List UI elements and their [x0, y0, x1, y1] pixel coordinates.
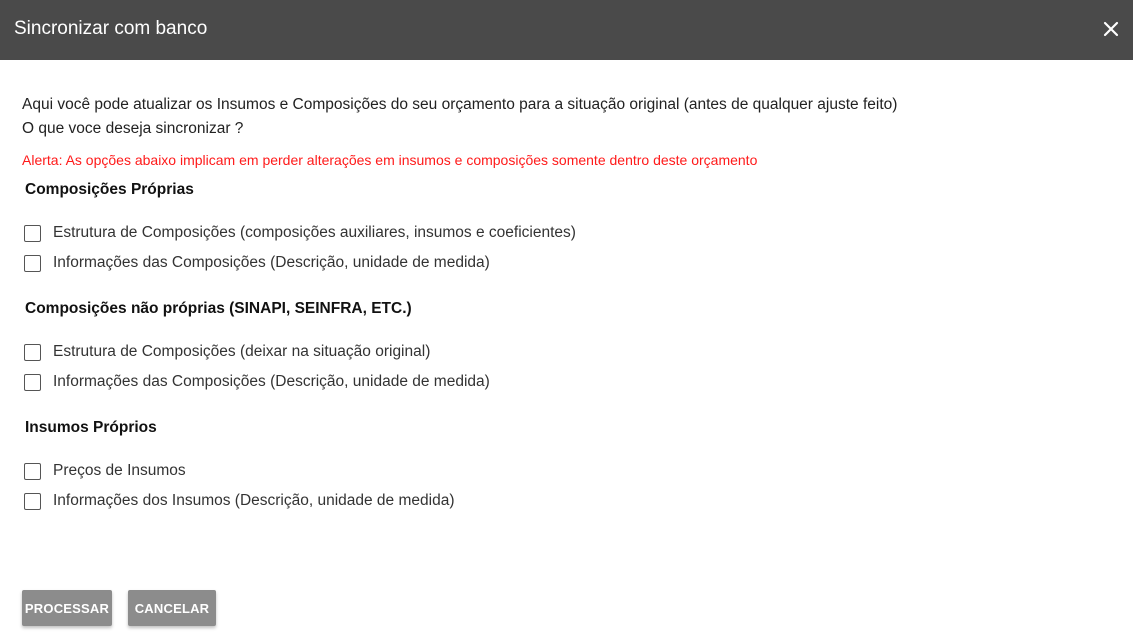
option-label: Informações dos Insumos (Descrição, unidade de medida) [53, 492, 455, 509]
option-label: Estrutura de Composições (deixar na situação original) [53, 343, 431, 360]
checkbox[interactable] [24, 225, 41, 242]
checkbox[interactable] [24, 374, 41, 391]
section-title-composicoes-nao-proprias: Composições não próprias (SINAPI, SEINFRA, ETC.) [25, 300, 412, 317]
option-estrutura-composicoes-proprias[interactable] [24, 222, 576, 244]
intro-text [22, 93, 897, 141]
option-label: Estrutura de Composições (composições auxiliares, insumos e coeficientes) [53, 224, 576, 241]
intro-line-1: Aqui você pode atualizar os Insumos e Composições do seu orçamento para a situação original (antes de qualquer ajuste feito) [22, 96, 898, 113]
process-button[interactable]: PROCESSAR [22, 590, 112, 626]
close-icon[interactable] [1103, 21, 1119, 37]
dialog-titlebar [0, 0, 1133, 60]
option-label: Informações das Composições (Descrição, unidade de medida) [53, 254, 490, 271]
option-informacoes-insumos[interactable] [24, 490, 454, 512]
option-informacoes-composicoes-nao-proprias[interactable] [24, 371, 490, 393]
checkbox[interactable] [24, 463, 41, 480]
dialog-title: Sincronizar com banco [14, 18, 208, 39]
alert-message: Alerta: As opções abaixo implicam em perder alterações em insumos e composições somente dentro deste orçamento [22, 152, 758, 168]
cancel-button[interactable]: CANCELAR [128, 590, 216, 626]
option-label: Informações das Composições (Descrição, unidade de medida) [53, 373, 490, 390]
option-estrutura-composicoes-nao-proprias[interactable] [24, 341, 430, 363]
checkbox[interactable] [24, 344, 41, 361]
checkbox[interactable] [24, 493, 41, 510]
checkbox[interactable] [24, 255, 41, 272]
section-title-insumos-proprios: Insumos Próprios [25, 419, 157, 436]
section-title-composicoes-proprias: Composições Próprias [25, 181, 194, 198]
option-label: Preços de Insumos [53, 462, 186, 479]
option-informacoes-composicoes-proprias[interactable] [24, 252, 490, 274]
intro-line-2: O que voce deseja sincronizar ? [22, 120, 244, 137]
option-precos-insumos[interactable] [24, 460, 186, 482]
close-button[interactable] [1099, 15, 1123, 43]
